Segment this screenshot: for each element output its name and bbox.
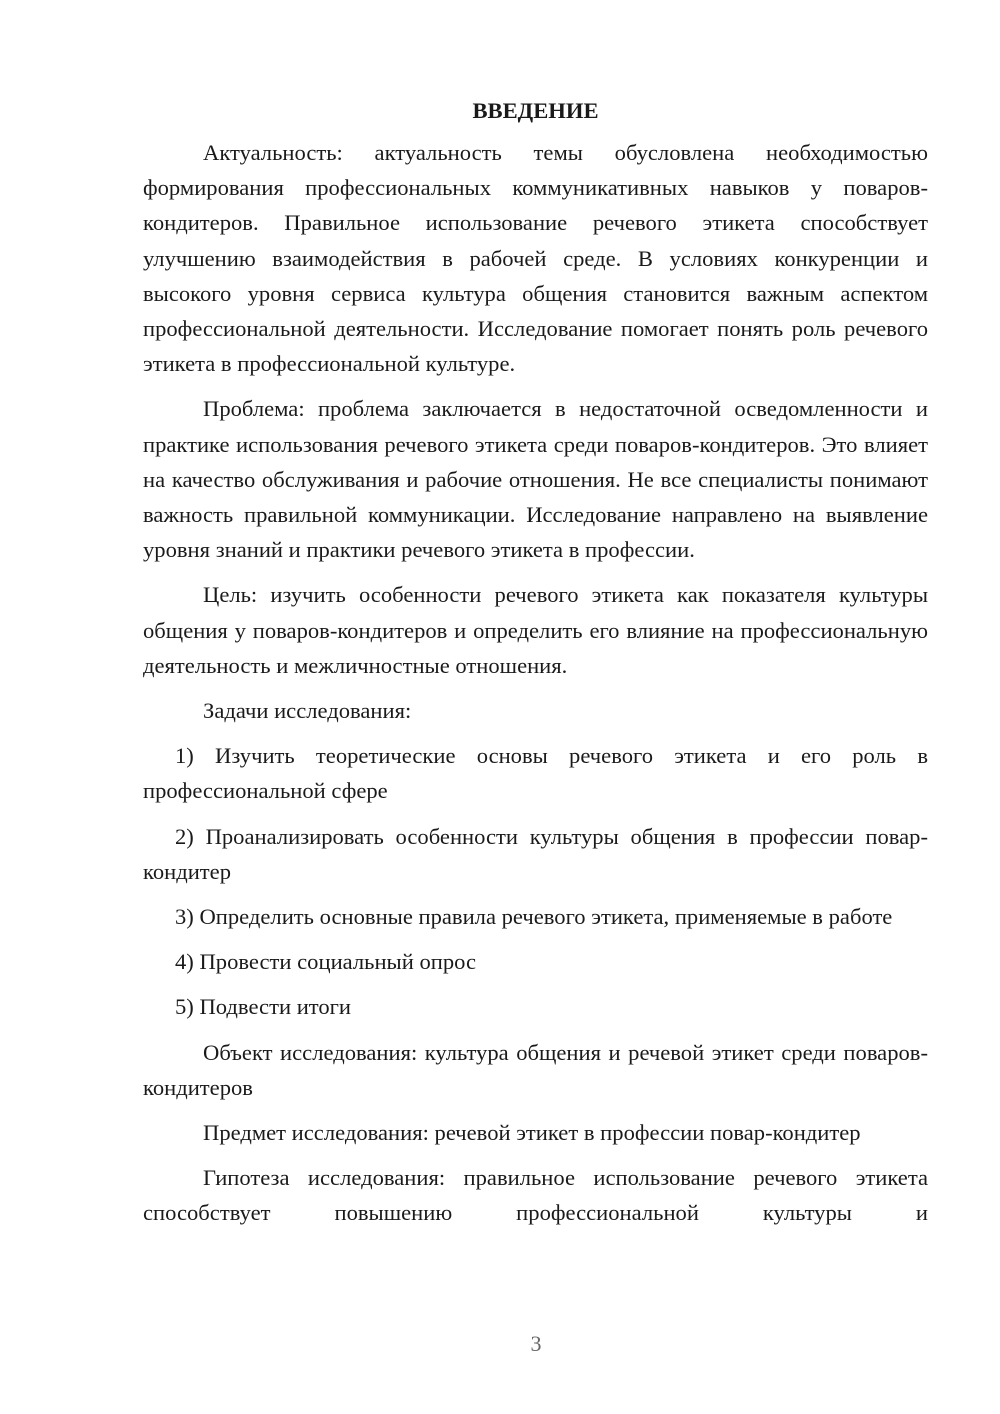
hypothesis-paragraph: Гипотеза исследования: правильное использование речевого этикета способствует повышению профессиональной культуры и <box>143 1165 928 1226</box>
goal-paragraph: Цель: изучить особенности речевого этикета как показателя культуры общения у поваров-кондитеров и определить его влияние на профессиональную деятельность и межличностные отношения. <box>143 582 928 678</box>
page-number: 3 <box>530 1331 542 1356</box>
tasks-heading: Задачи исследования: <box>203 698 412 724</box>
section-heading: ВВЕДЕНИЕ <box>472 98 599 123</box>
object-paragraph: Объект исследования: культура общения и речевой этикет среди поваров-кондитеров <box>143 1039 928 1100</box>
subject-paragraph: Предмет исследования: речевой этикет в профессии повар-кондитер <box>203 1120 861 1146</box>
problem-paragraph: Проблема: проблема заключается в недостаточной осведомленности и практике использования речевого этикета среди поваров-кондитеров. Это влияет на качество обслуживания и рабочие отношения. Не все специалисты понимают важность правильной коммуникации. Исследование направлено на выявление уровня знаний и практики речевого этикета в профессии. <box>143 396 928 563</box>
task-item-1: 1) Изучить теоретические основы речевого этикета и его роль в профессиональной сфере <box>143 743 928 804</box>
task-item-2: 2) Проанализировать особенности культуры общения в профессии повар-кондитер <box>143 823 928 884</box>
task-item-4: 4) Провести социальный опрос <box>175 949 477 975</box>
task-item-5: 5) Подвести итоги <box>175 994 352 1020</box>
relevance-paragraph: Актуальность: актуальность темы обусловлена необходимостью формирования профессиональных коммуникативных навыков у поваров-кондитеров. Правильное использование речевого этикета способствует улучшению взаимодействия в рабочей среде. В условиях конкуренции и высокого уровня сервиса культура общения становится важным аспектом профессиональной деятельности. Исследование помогает понять роль речевого этикета в профессиональной культуре. <box>143 140 928 377</box>
page-body <box>143 95 928 1241</box>
task-item-3: 3) Определить основные правила речевого этикета, применяемые в работе <box>175 904 893 930</box>
